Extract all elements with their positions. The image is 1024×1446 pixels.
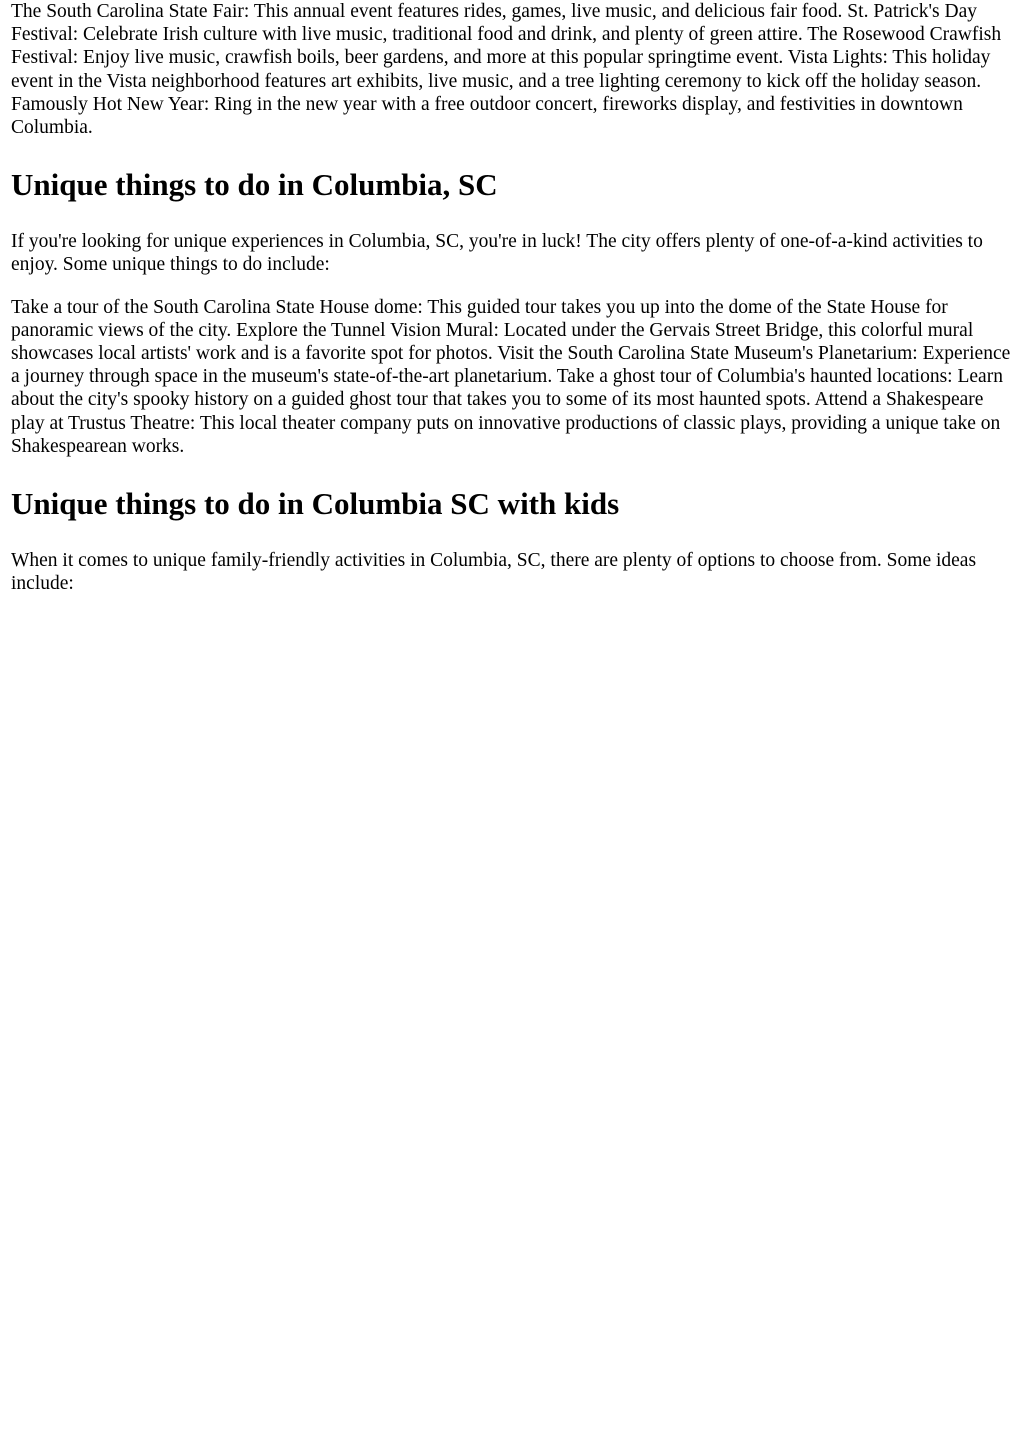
unique-things-heading: Unique things to do in Columbia, SC — [11, 167, 498, 203]
events-paragraph: The South Carolina State Fair: This annual event features rides, games, live music, and delicious fair food. St. Patrick's Day Festival: Celebrate Irish culture with live music, traditional food and drink, and plenty of green attire. The Rosewood Crawfish Festival: Enjoy live music, crawfish boils, beer gardens, and more at this popular springtime event. Vista Lights: This holiday event in the Vista neighborhood features art exhibits, live music, and a tree lighting ceremony to kick off the holiday season. Famously Hot New Year: Ring in the new year with a free outdoor concert, fireworks display, and festivities in downtown Columbia. — [11, 1, 1002, 139]
unique-things-kids-heading: Unique things to do in Columbia SC with kids — [11, 486, 620, 522]
unique-things-list-paragraph: Take a tour of the South Carolina State House dome: This guided tour takes you up into the dome of the State House for panoramic views of the city. Explore the Tunnel Vision Mural: Located under the Gervais Street Bridge, this colorful mural showcases local artists' work and is a favorite spot for photos. Visit the South Carolina State Museum's Planetarium: Experience a journey through space in the museum's state-of-the-art planetarium. Take a ghost tour of Columbia's haunted locations: Learn about the city's spooky history on a guided ghost tour that takes you to some of its most haunted spots. Attend a Shakespeare play at Trustus Theatre: This local theater company puts on innovative productions of classic plays, providing a unique take on Shakespearean works. — [11, 296, 1011, 457]
kids-intro-paragraph: When it comes to unique family-friendly activities in Columbia, SC, there are plenty of options to choose from. Some ideas include: — [11, 550, 977, 595]
article-content — [11, 0, 1014, 595]
unique-things-intro-paragraph: If you're looking for unique experiences in Columbia, SC, you're in luck! The city offers plenty of one-of-a-kind activities to enjoy. Some unique things to do include: — [11, 231, 983, 276]
